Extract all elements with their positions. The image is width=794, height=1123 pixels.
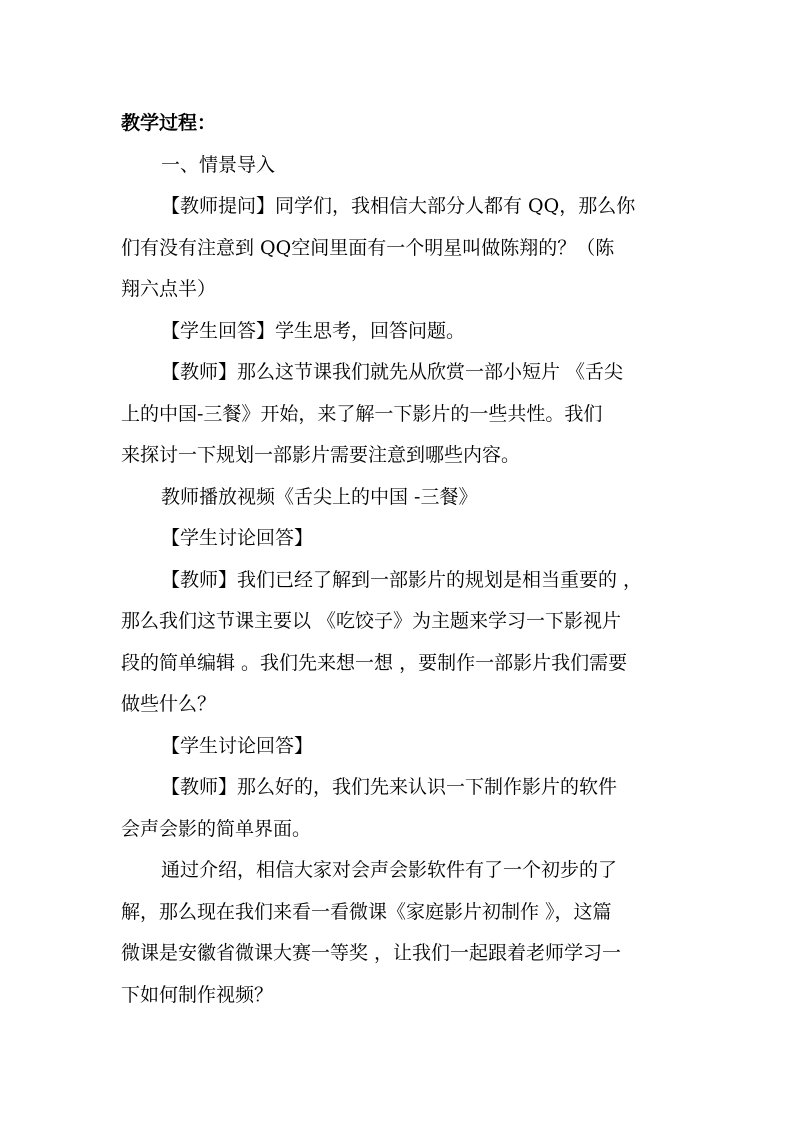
text-line: 【学生讨论回答】 (161, 734, 314, 757)
text-line: 做些什么？ (121, 693, 217, 715)
text-line: 【教师】我们已经了解到一部影片的规划是相当重要的 ， (161, 568, 643, 591)
text-line: 会声会影的简单界面。 (121, 817, 312, 840)
text-line: 【教师】那么这节课我们就先从欣赏一部小短片 《舌尖 (161, 361, 624, 383)
text-line: 们有没有注意到 QQ空间里面有一个明星叫做陈翔的？（陈 (121, 236, 615, 259)
text-line: 下如何制作视频？ (121, 983, 274, 1006)
text-line: 段的简单编辑 。我们先来想一想 ，要制作一部影片我们需要 (121, 651, 628, 674)
paragraph-lines (121, 145, 681, 1017)
text-line: 上的中国-三餐》开始，来了解一下影片的一些共性。我们 (121, 402, 603, 425)
section-heading: 教学过程： (121, 112, 217, 134)
document-body (121, 103, 681, 1016)
text-line: 【学生讨论回答】 (161, 527, 314, 549)
text-line: 【教师】那么好的，我们先来认识一下制作影片的软件 (161, 776, 618, 798)
text-line: 【学生回答】学生思考，回答问题。 (161, 319, 466, 342)
text-line: 通过介绍，相信大家对会声会影软件有了一个初步的了 (161, 859, 618, 881)
text-line: 来探讨一下规划一部影片需要注意到哪些内容。 (121, 444, 521, 466)
text-line: 那么我们这节课主要以 《吃饺子》为主题来学习一下影视片 (121, 610, 622, 632)
text-line: 解，那么现在我们来看一看微课《家庭影片初制作 》，这篇 (121, 900, 612, 923)
text-line: 【教师提问】同学们，我相信大部分人都有 QQ，那么你 (161, 195, 636, 217)
text-line: 翔六点半） (121, 278, 217, 300)
text-line: 一、情景导入 (161, 153, 276, 176)
text-line: 教师播放视频《舌尖上的中国 -三餐》 (161, 485, 478, 508)
text-line: 微课是安徽省微课大赛一等奖 ，让我们一起跟着老师学习一 (121, 942, 622, 964)
